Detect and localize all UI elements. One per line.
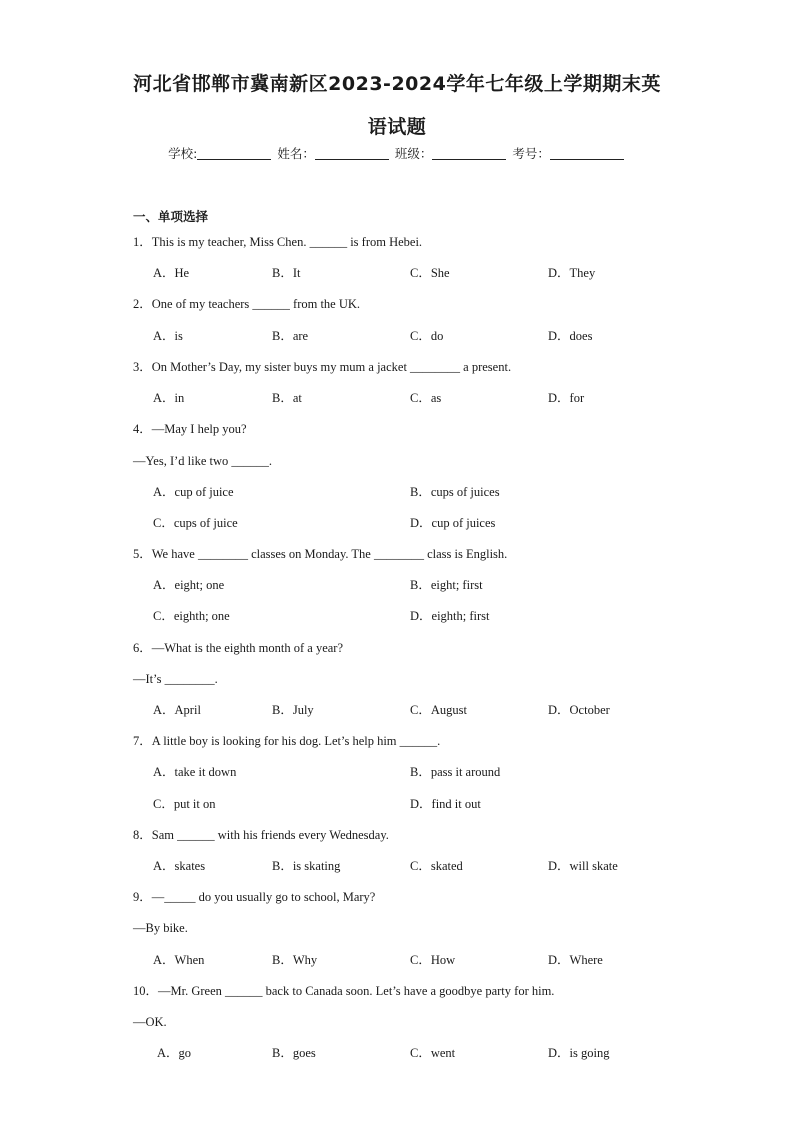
option-d: D．is going — [548, 1046, 610, 1060]
question-stem: 1．This is my teacher, Miss Chen. ______ is from Hebei. — [133, 235, 423, 249]
option-d: D．cup of juices — [410, 516, 496, 530]
name-blank — [315, 147, 389, 160]
option-d: D．for — [548, 391, 585, 405]
student-info-line — [0, 144, 794, 162]
question-stem: 2．One of my teachers ______ from the UK. — [133, 297, 361, 311]
option-b: B．goes — [272, 1046, 316, 1060]
question-stem-reply: —It’s ________. — [133, 672, 218, 686]
option-c: C．as — [410, 391, 442, 405]
class-label: 班级： — [394, 146, 433, 161]
number-label: 考号： — [512, 146, 550, 161]
question-stem: 3．On Mother’s Day, my sister buys my mum a jacket ________ a present. — [133, 360, 512, 374]
option-b: B．are — [272, 329, 309, 343]
class-blank — [432, 147, 506, 160]
exam-title-line-2: 语试题 — [367, 116, 427, 138]
question-stem: 8．Sam ______ with his friends every Wednesday. — [133, 828, 389, 842]
option-b: B．Why — [272, 953, 318, 967]
option-d: D．They — [548, 266, 596, 280]
option-b: B．cups of juices — [410, 485, 500, 499]
option-b: B．pass it around — [410, 765, 501, 779]
option-c: C．put it on — [153, 797, 216, 811]
option-a: A．He — [153, 266, 190, 280]
option-c: C．skated — [410, 859, 463, 873]
question-stem: 6．—What is the eighth month of a year? — [133, 641, 344, 655]
option-a: A．When — [153, 953, 205, 967]
option-c: C．eighth; one — [153, 609, 230, 623]
option-d: D．does — [548, 329, 593, 343]
number-blank — [550, 147, 624, 160]
option-d: D．eighth; first — [410, 609, 490, 623]
section-title: 一、单项选择 — [133, 209, 209, 224]
option-a: A．skates — [153, 859, 206, 873]
question-stem: 4．—May I help you? — [133, 422, 247, 436]
option-c: C．She — [410, 266, 450, 280]
question-stem-reply: —By bike. — [133, 921, 188, 935]
option-b: B．at — [272, 391, 302, 405]
option-b: B．July — [272, 703, 314, 717]
option-d: D．find it out — [410, 797, 481, 811]
option-a: A．in — [153, 391, 185, 405]
option-b: B．It — [272, 266, 301, 280]
option-a: A．is — [153, 329, 183, 343]
option-b: B．is skating — [272, 859, 341, 873]
option-c: C．went — [410, 1046, 456, 1060]
option-c: C．August — [410, 703, 467, 717]
school-blank — [197, 147, 271, 160]
option-d: D．will skate — [548, 859, 618, 873]
school-label: 学校: — [168, 146, 198, 161]
question-stem: 10．—Mr. Green ______ back to Canada soon. Let’s have a goodbye party for him. — [133, 984, 555, 998]
option-a: A．go — [157, 1046, 192, 1060]
option-b: B．eight; first — [410, 578, 483, 592]
option-c: C．do — [410, 329, 444, 343]
option-a: A．take it down — [153, 765, 237, 779]
question-stem-reply: —OK. — [133, 1015, 167, 1029]
option-d: D．October — [548, 703, 610, 717]
name-label: 姓名： — [277, 146, 315, 161]
option-a: A．cup of juice — [153, 485, 234, 499]
question-stem: 9．—_____ do you usually go to school, Mary? — [133, 890, 376, 904]
option-c: C．How — [410, 953, 456, 967]
question-stem: 7．A little boy is looking for his dog. Let’s help him ______. — [133, 734, 441, 748]
exam-title-line-1: 河北省邯郸市冀南新区2023-2024学年七年级上学期期末英 — [133, 73, 661, 95]
option-c: C．cups of juice — [153, 516, 238, 530]
option-a: A．eight; one — [153, 578, 225, 592]
option-d: D．Where — [548, 953, 603, 967]
option-a: A．April — [153, 703, 201, 717]
question-stem: 5．We have ________ classes on Monday. The ________ class is English. — [133, 547, 508, 561]
question-stem-reply: —Yes, I’d like two ______. — [133, 454, 273, 468]
